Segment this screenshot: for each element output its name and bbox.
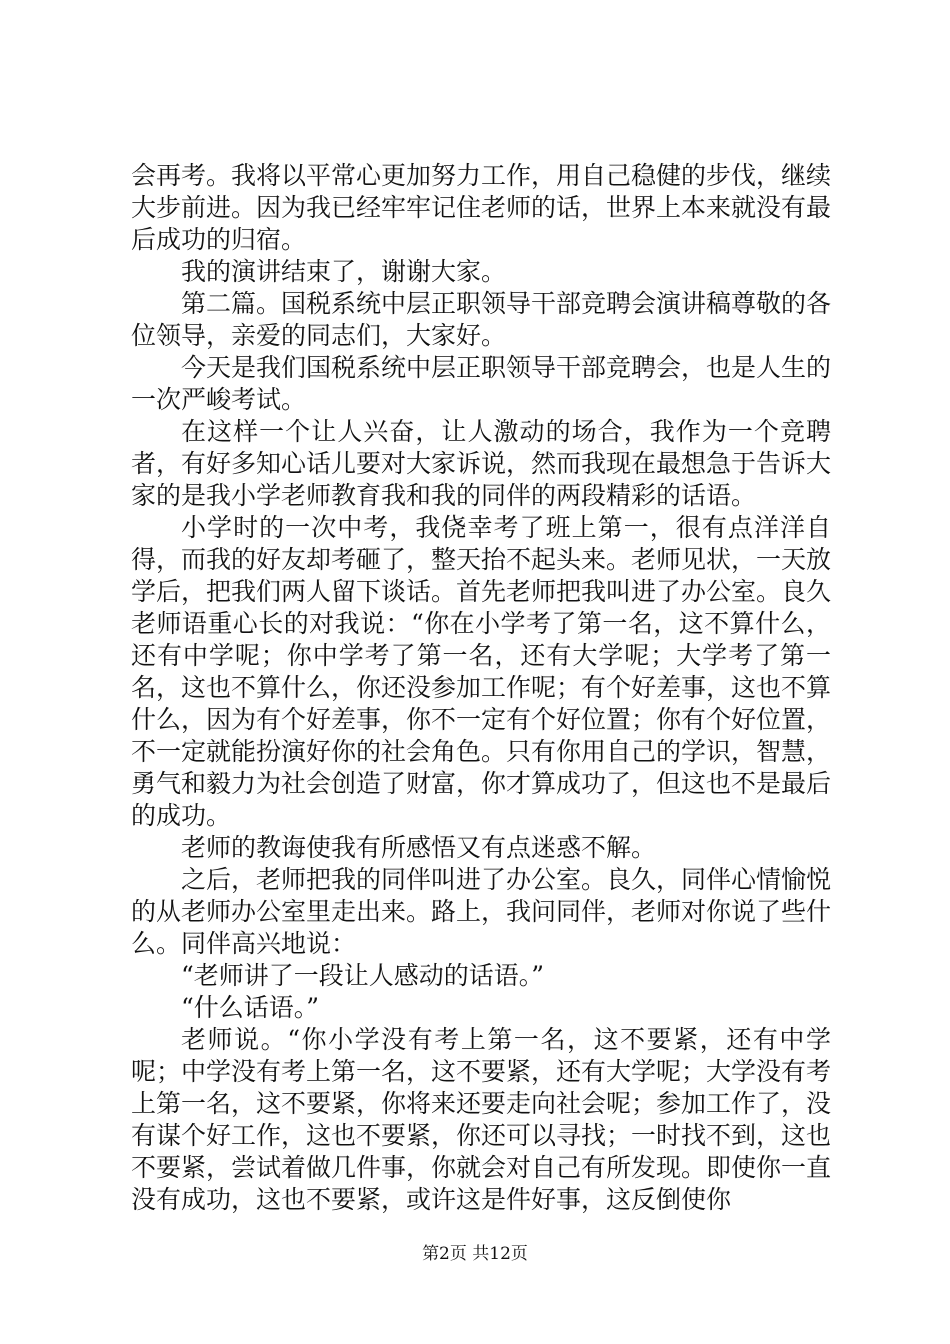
paragraph-5: 在这样一个让人兴奋，让人激动的场合，我作为一个竞聘者，有好多知心话儿要对大家诉说，然而我现在最想急于告诉大家的是我小学老师教育我和我的同伴的两段精彩的话语。 — [131, 417, 832, 510]
paragraph-6: 小学时的一次中考，我侥幸考了班上第一，很有点洋洋自得，而我的好友却考砸了，整天抬不起头来。老师见状，一天放学后，把我们两人留下谈话。首先老师把我叫进了办公室。良久老师语重心长的对我说：“你在小学考了第一名，这不算什么，还有中学呢；你中学考了第一名，还有大学呢；大学考了第一名，这也不算什么，你还没参加工作呢；有个好差事，这也不算什么，因为有个好差事，你不一定有个好位置；你有个好位置，不一定就能扮演好你的社会角色。只有你用自己的学识，智慧，勇气和毅力为社会创造了财富，你才算成功了，但这也不是最后的成功。 — [131, 513, 832, 830]
paragraph-8: 之后，老师把我的同伴叫进了办公室。良久，同伴心情愉悦的从老师办公室里走出来。路上，我问同伴，老师对你说了些什么。同伴高兴地说： — [131, 865, 832, 958]
paragraph-10: “什么话语。” — [181, 993, 320, 1022]
body-text — [131, 160, 831, 1216]
paragraph-2: 我的演讲结束了，谢谢大家。 — [181, 257, 507, 286]
paragraph-4: 今天是我们国税系统中层正职领导干部竞聘会，也是人生的一次严峻考试。 — [131, 353, 832, 414]
paragraph-1: 会再考。我将以平常心更加努力工作，用自己稳健的步伐，继续大步前进。因为我已经牢牢记住老师的话，世界上本来就没有最后成功的归宿。 — [131, 161, 832, 254]
paragraph-3: 第二篇。国税系统中层正职领导干部竞聘会演讲稿尊敬的各位领导，亲爱的同志们，大家好。 — [131, 289, 832, 350]
paragraph-11: 老师说。“你小学没有考上第一名，这不要紧，还有中学呢；中学没有考上第一名，这不要紧，还有大学呢；大学没有考上第一名，这不要紧，你将来还要走向社会呢；参加工作了，没有谋个好工作，这也不要紧，你还可以寻找；一时找不到，这也不要紧，尝试着做几件事，你就会对自己有所发现。即使你一直没有成功，这也不要紧，或许这是件好事，这反倒使你 — [131, 1025, 832, 1214]
paragraph-9: “老师讲了一段让人感动的话语。” — [181, 961, 545, 990]
paragraph-7: 老师的教诲使我有所感悟又有点迷惑不解。 — [181, 833, 657, 862]
page-number-footer: 第2页 共12页 — [422, 1244, 528, 1264]
